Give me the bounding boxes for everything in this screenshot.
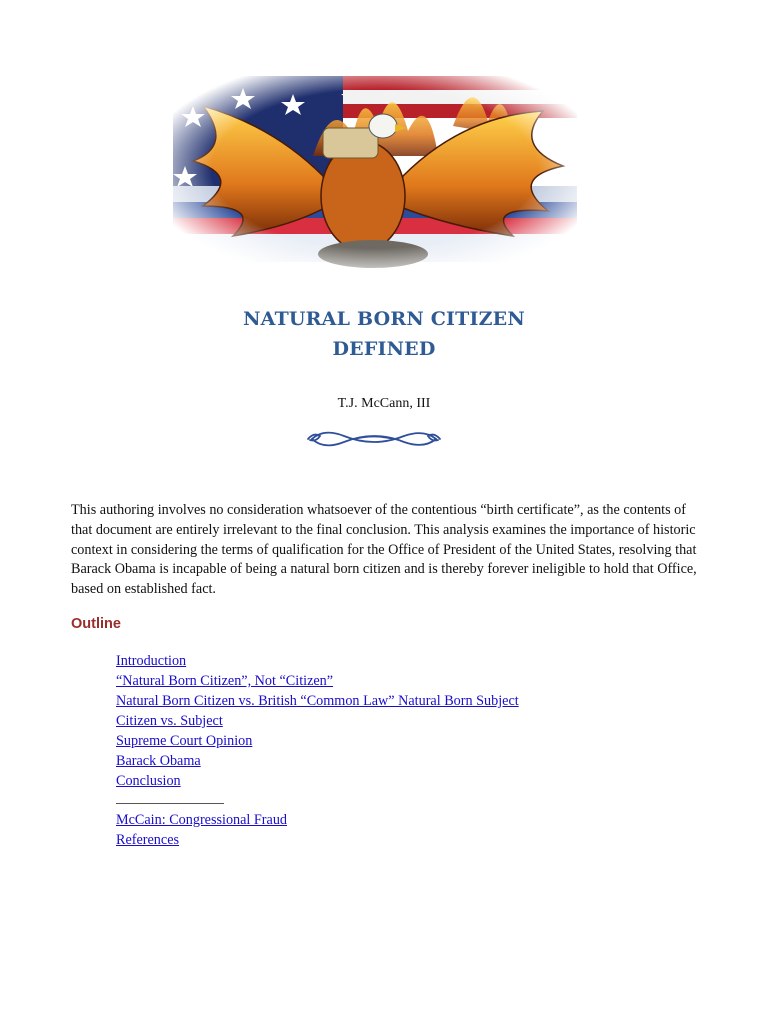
outline-item <box>116 751 519 771</box>
outline-link-supreme-court[interactable]: Supreme Court Opinion <box>116 733 253 749</box>
title-line-1: NATURAL BORN CITIZEN <box>243 308 525 330</box>
abstract-paragraph: This authoring involves no consideration whatsoever of the contentious “birth certificate”, as the contents of that document are entirely irrelevant to the final conclusion. This analysis examines the importance of historic context in considering the terms of qualification for the Office of President of the United States, resolving that Barack Obama is incapable of being a natural born citizen and is thereby forever ineligible to hold that Office, based on established fact. <box>71 502 697 598</box>
outline-item <box>116 711 519 731</box>
outline-link-introduction[interactable]: Introduction <box>116 653 187 669</box>
outline-separator <box>116 803 224 804</box>
outline-link-nbc-not-citizen[interactable]: “Natural Born Citizen”, Not “Citizen” <box>116 673 334 689</box>
outline-item <box>116 651 519 671</box>
document-title <box>0 304 768 364</box>
outline-link-mccain[interactable]: McCain: Congressional Fraud <box>116 812 288 828</box>
outline-item <box>116 771 519 791</box>
outline-link-nbc-vs-british[interactable]: Natural Born Citizen vs. British “Common Law” Natural Born Subject <box>116 693 519 709</box>
title-line-2: DEFINED <box>332 338 436 360</box>
outline-link-citizen-vs-subject[interactable]: Citizen vs. Subject <box>116 713 223 729</box>
outline-link-barack-obama[interactable]: Barack Obama <box>116 753 201 769</box>
outline-list-extra <box>116 810 287 850</box>
outline-item <box>116 691 519 711</box>
outline-link-references[interactable]: References <box>116 832 180 848</box>
outline-heading: Outline <box>71 616 121 632</box>
outline-item <box>116 830 287 850</box>
eagle-flag-header-image <box>163 66 587 272</box>
outline-list <box>116 651 519 791</box>
outline-item <box>116 731 519 751</box>
outline-link-conclusion[interactable]: Conclusion <box>116 773 181 789</box>
outline-item <box>116 671 519 691</box>
outline-item <box>116 810 287 830</box>
flourish-divider-icon <box>304 426 444 457</box>
author-name: T.J. McCann, III <box>337 396 431 411</box>
